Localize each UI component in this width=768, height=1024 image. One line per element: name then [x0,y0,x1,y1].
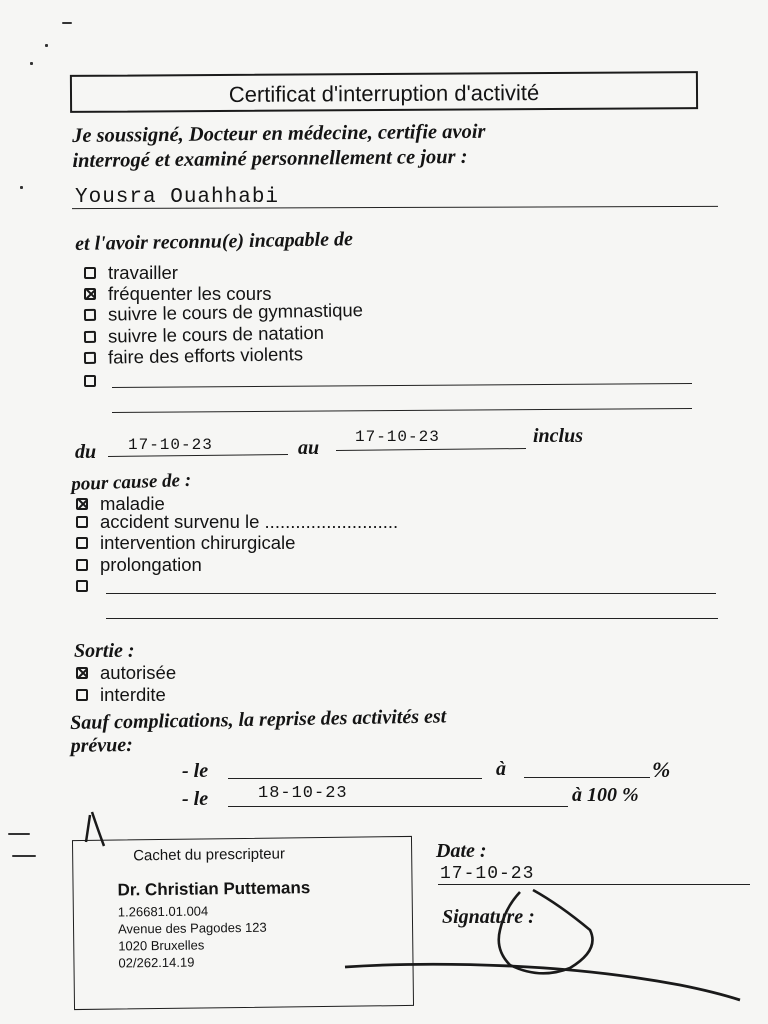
cause-label: pour cause de : [71,469,192,495]
option-label: travailler [108,262,178,283]
intro-line-1: Je soussigné, Docteur en médecine, certifie avoir [72,120,486,147]
date-label: Date : [436,840,487,862]
option-label: interdite [100,684,166,705]
reprise-le2-value: 18-10-23 [258,784,348,803]
reprise-a-label: à [496,758,506,780]
stamp-number: 1.26681.01.004 [117,903,209,920]
inclus-label: inclus [533,425,584,447]
reprise-le-label: - le [182,760,209,782]
sortie-label: Sortie : [74,640,135,662]
reprise-a100-label: à 100 % [572,784,639,806]
reprise-le2-label: - le [182,788,209,810]
signature-label: Signature : [442,906,535,928]
stamp-header: Cachet du prescripteur [133,845,286,865]
reprise-line-1: Sauf complications, la reprise des activités est [70,705,447,734]
option-label: fréquenter les cours [108,283,272,304]
option-label: faire des efforts violents [107,343,304,368]
stamp-doctor: Dr. Christian Puttemans [117,878,311,900]
option-label: maladie [100,493,165,514]
stamp-phone: 02/262.14.19 [118,954,195,971]
du-label: du [75,441,97,463]
option-label: accident survenu le .......................... [100,511,399,532]
reprise-pct-label: % [652,757,671,782]
option-label: prolongation [100,554,202,575]
patient-name: Yousra Ouahhabi [75,186,280,209]
stamp-address: Avenue des Pagodes 123 [117,919,267,937]
au-label: au [298,437,320,459]
date-value: 17-10-23 [440,864,535,884]
option-label: autorisée [100,662,177,683]
document-title: Certificat d'interruption d'activité [228,80,540,107]
stamp-city: 1020 Bruxelles [118,937,205,954]
option-label: suivre le cours de gymnastique [107,299,364,325]
incapable-label: et l'avoir reconnu(e) incapable de [75,228,354,255]
option-label: intervention chirurgicale [100,532,296,553]
option-label: suivre le cours de natation [107,321,325,347]
intro-line-2: interrogé et examiné personnellement ce jour : [72,145,468,172]
reprise-line-2: prévue: [70,733,133,757]
au-value: 17-10-23 [355,428,440,446]
du-value: 17-10-23 [128,436,213,454]
